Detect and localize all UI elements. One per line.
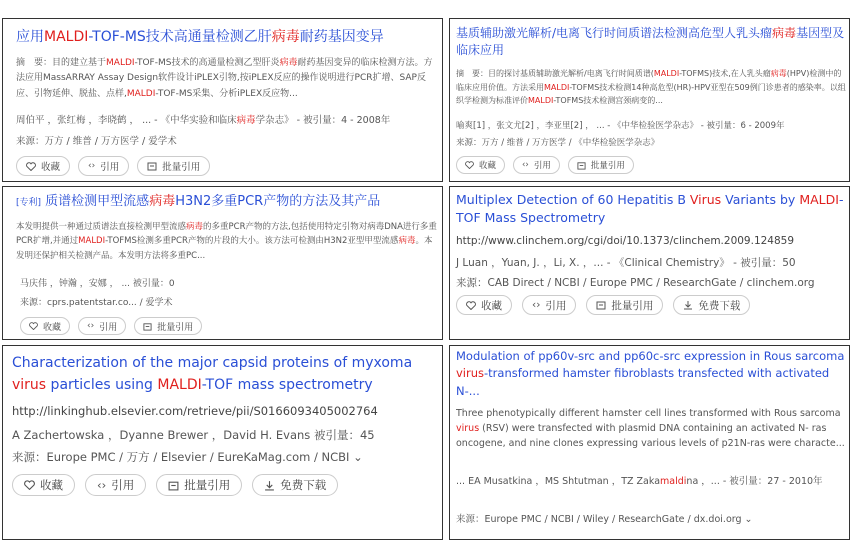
authors-meta: 喻爽[1] ，张文尤[2] ，李亚里[2] ， ... - 《中华检验医学杂志》 - 被引量：6 - 2009年 — [456, 121, 785, 131]
card-title[interactable] — [16, 28, 436, 48]
batch-cite-icon — [596, 300, 606, 310]
code-brackets-icon: ‹› — [87, 321, 95, 331]
batch-cite-icon — [577, 161, 586, 170]
cite-button[interactable]: ‹› 引用 — [85, 474, 146, 496]
cite-button[interactable]: ‹› 引用 — [78, 156, 129, 176]
article-url[interactable]: http://linkinghub.elsevier.com/retrieve/pii/S0166093405002764 — [12, 404, 378, 418]
authors-meta: A Zachertowska ，Dyanne Brewer ，David H. Evans 被引量：45 — [12, 428, 375, 442]
result-card-6 — [449, 345, 850, 540]
batch-cite-button[interactable]: 批量引用 — [134, 317, 202, 335]
batch-cite-button[interactable]: 批量引用 — [568, 156, 634, 174]
patent-tag: [专利] — [16, 198, 42, 208]
favorite-button[interactable]: 收藏 — [456, 156, 505, 174]
action-bar — [16, 156, 210, 176]
favorite-button[interactable]: 收藏 — [12, 474, 75, 496]
cite-button[interactable]: ‹› 引用 — [522, 295, 576, 315]
source-list[interactable]: 来源：cprs.patentstar.co... / 爱学术 — [20, 298, 173, 308]
source-list[interactable]: 来源：Europe PMC / 万方 / Elsevier / EureKaMag.com / NCBI ⌄ — [12, 450, 363, 464]
title-text: -TOF-MS技术高通量检测乙肝 — [88, 29, 272, 45]
title-text: 耐药基因变异 — [299, 29, 384, 45]
authors-meta: ... EA Musatkina ，MS Shtutman ，TZ Zakamaldina ，... - 被引量：27 - 2010年 — [456, 476, 823, 487]
source-list[interactable]: 来源：万方 / 维普 / 万方医学 / 爱学术 — [16, 136, 177, 147]
batch-cite-button[interactable]: 批量引用 — [156, 474, 242, 496]
result-card-1 — [2, 18, 443, 182]
heart-icon — [466, 301, 476, 310]
batch-cite-icon — [143, 322, 152, 331]
source-list[interactable]: 来源：CAB Direct / NCBI / Europe PMC / ResearchGate / clinchem.org — [456, 277, 815, 289]
download-button[interactable]: 免费下载 — [673, 295, 750, 315]
source-list[interactable]: 来源：万方 / 维普 / 万方医学 / 《中华检验医学杂志》 — [456, 138, 660, 148]
result-card-3 — [2, 186, 443, 340]
batch-cite-icon — [147, 161, 157, 171]
card-title[interactable]: Modulation of pp60v-src and pp60c-src expression in Rous sarcoma virus-transformed hamster fibroblasts transfected with activated N-... — [456, 349, 845, 398]
result-card-5 — [2, 345, 443, 540]
cite-button[interactable]: ‹› 引用 — [513, 156, 560, 174]
action-bar — [20, 317, 202, 335]
code-brackets-icon: ‹› — [522, 160, 529, 170]
download-icon — [683, 300, 693, 310]
action-bar — [456, 156, 634, 174]
abstract: 本发明提供一种通过质谱法直接检测甲型流感病毒的多重PCR产物的方法,包括使用特定引物对病毒DNA进行多重PCR扩增,并通过MALDI-TOFMS检测多重PCR产物的片段的大小。该方法可检测由H3N2亚型甲型流感病毒。本发明还保护相关检测产品。本发明方法将多重PC... — [16, 222, 437, 261]
heart-icon — [29, 322, 38, 330]
favorite-button[interactable]: 收藏 — [20, 317, 70, 335]
abstract: 摘 要：目的建立基于MALDI-TOF-MS技术的高通量检测乙型肝炎病毒耐药基因变异的临床检测方法。方法应用MassARRAY Assay Design软件设计iPLEX引物,按iPLEX反应的操作说明进行PCR扩增、SAP反应、引物延伸、脱盐、点样,MALDI-TOF-MS采集、分析iPLEX反应物... — [16, 58, 433, 99]
title-text: 应用 — [16, 29, 44, 45]
cite-button[interactable]: ‹› 引用 — [78, 317, 126, 335]
heart-icon — [465, 161, 474, 169]
code-brackets-icon: ‹› — [532, 299, 541, 311]
result-card-4 — [449, 186, 850, 340]
authors-meta: 马庆伟 ，钟瀚 ，安娜 ， ... 被引量：0 — [20, 279, 175, 289]
action-bar — [12, 474, 338, 496]
card-title[interactable]: Multiplex Detection of 60 Hepatitis B Virus Variants by MALDI-TOF Mass Spectrometry — [456, 192, 844, 225]
article-url[interactable]: http://www.clinchem.org/cgi/doi/10.1373/clinchem.2009.124859 — [456, 235, 795, 247]
code-brackets-icon: ‹› — [97, 478, 107, 492]
title-highlight: MALDI — [44, 29, 89, 45]
heart-icon — [24, 480, 35, 490]
title-highlight: 病毒 — [271, 29, 300, 45]
favorite-button[interactable]: 收藏 — [456, 295, 512, 315]
authors-meta: J Luan ，Yuan, J. ，Li, X. ，... - 《Clinical Chemistry》 - 被引量：50 — [456, 257, 796, 269]
download-button[interactable]: 免费下载 — [252, 474, 338, 496]
source-list[interactable]: 来源：Europe PMC / NCBI / Wiley / ResearchGate / dx.doi.org ⌄ — [456, 514, 753, 525]
code-brackets-icon: ‹› — [88, 161, 96, 171]
result-card-2 — [449, 18, 850, 182]
abstract: 摘 要：目的探讨基质辅助激光解析/电离飞行时间质谱(MALDI-TOFMS)技术,在人乳头瘤病毒(HPV)检测中的临床应用价值。方法采用MALDI-TOFMS技术检测14种高危型(HR)-HPV亚型在509例门诊患者的感染率。以组织学检测为标准评价MALDI-TOFMS技术检测宫颈病变的... — [456, 69, 846, 106]
batch-cite-button[interactable]: 批量引用 — [137, 156, 210, 176]
abstract: Three phenotypically different hamster cell lines transformed with Rous sarcoma virus (RSV) were transfected with plasmid DNA containing an activated N- ras oncogene, and nine clones expressing various levels of p21N-ras were characte... — [456, 408, 845, 450]
card-title[interactable]: 基质辅助激光解析/电离飞行时间质谱法检测高危型人乳头瘤病毒基因型及临床应用 — [456, 26, 845, 57]
download-icon — [264, 480, 275, 491]
heart-icon — [26, 162, 36, 171]
authors-meta: 周伯平 ，张红梅 ，李晓鹤 ， ... - 《中华实验和临床病毒学杂志》 - 被引量：4 - 2008年 — [16, 115, 391, 126]
favorite-button[interactable]: 收藏 — [16, 156, 70, 176]
card-title[interactable]: Characterization of the major capsid proteins of myxoma virus particles using MALDI-TOF mass spectrometry — [12, 355, 413, 393]
card-title[interactable]: [专利] 质谱检测甲型流感病毒H3N2多重PCR产物的方法及其产品 — [16, 194, 381, 209]
batch-cite-icon — [168, 480, 179, 491]
action-bar — [456, 295, 750, 315]
batch-cite-button[interactable]: 批量引用 — [586, 295, 663, 315]
